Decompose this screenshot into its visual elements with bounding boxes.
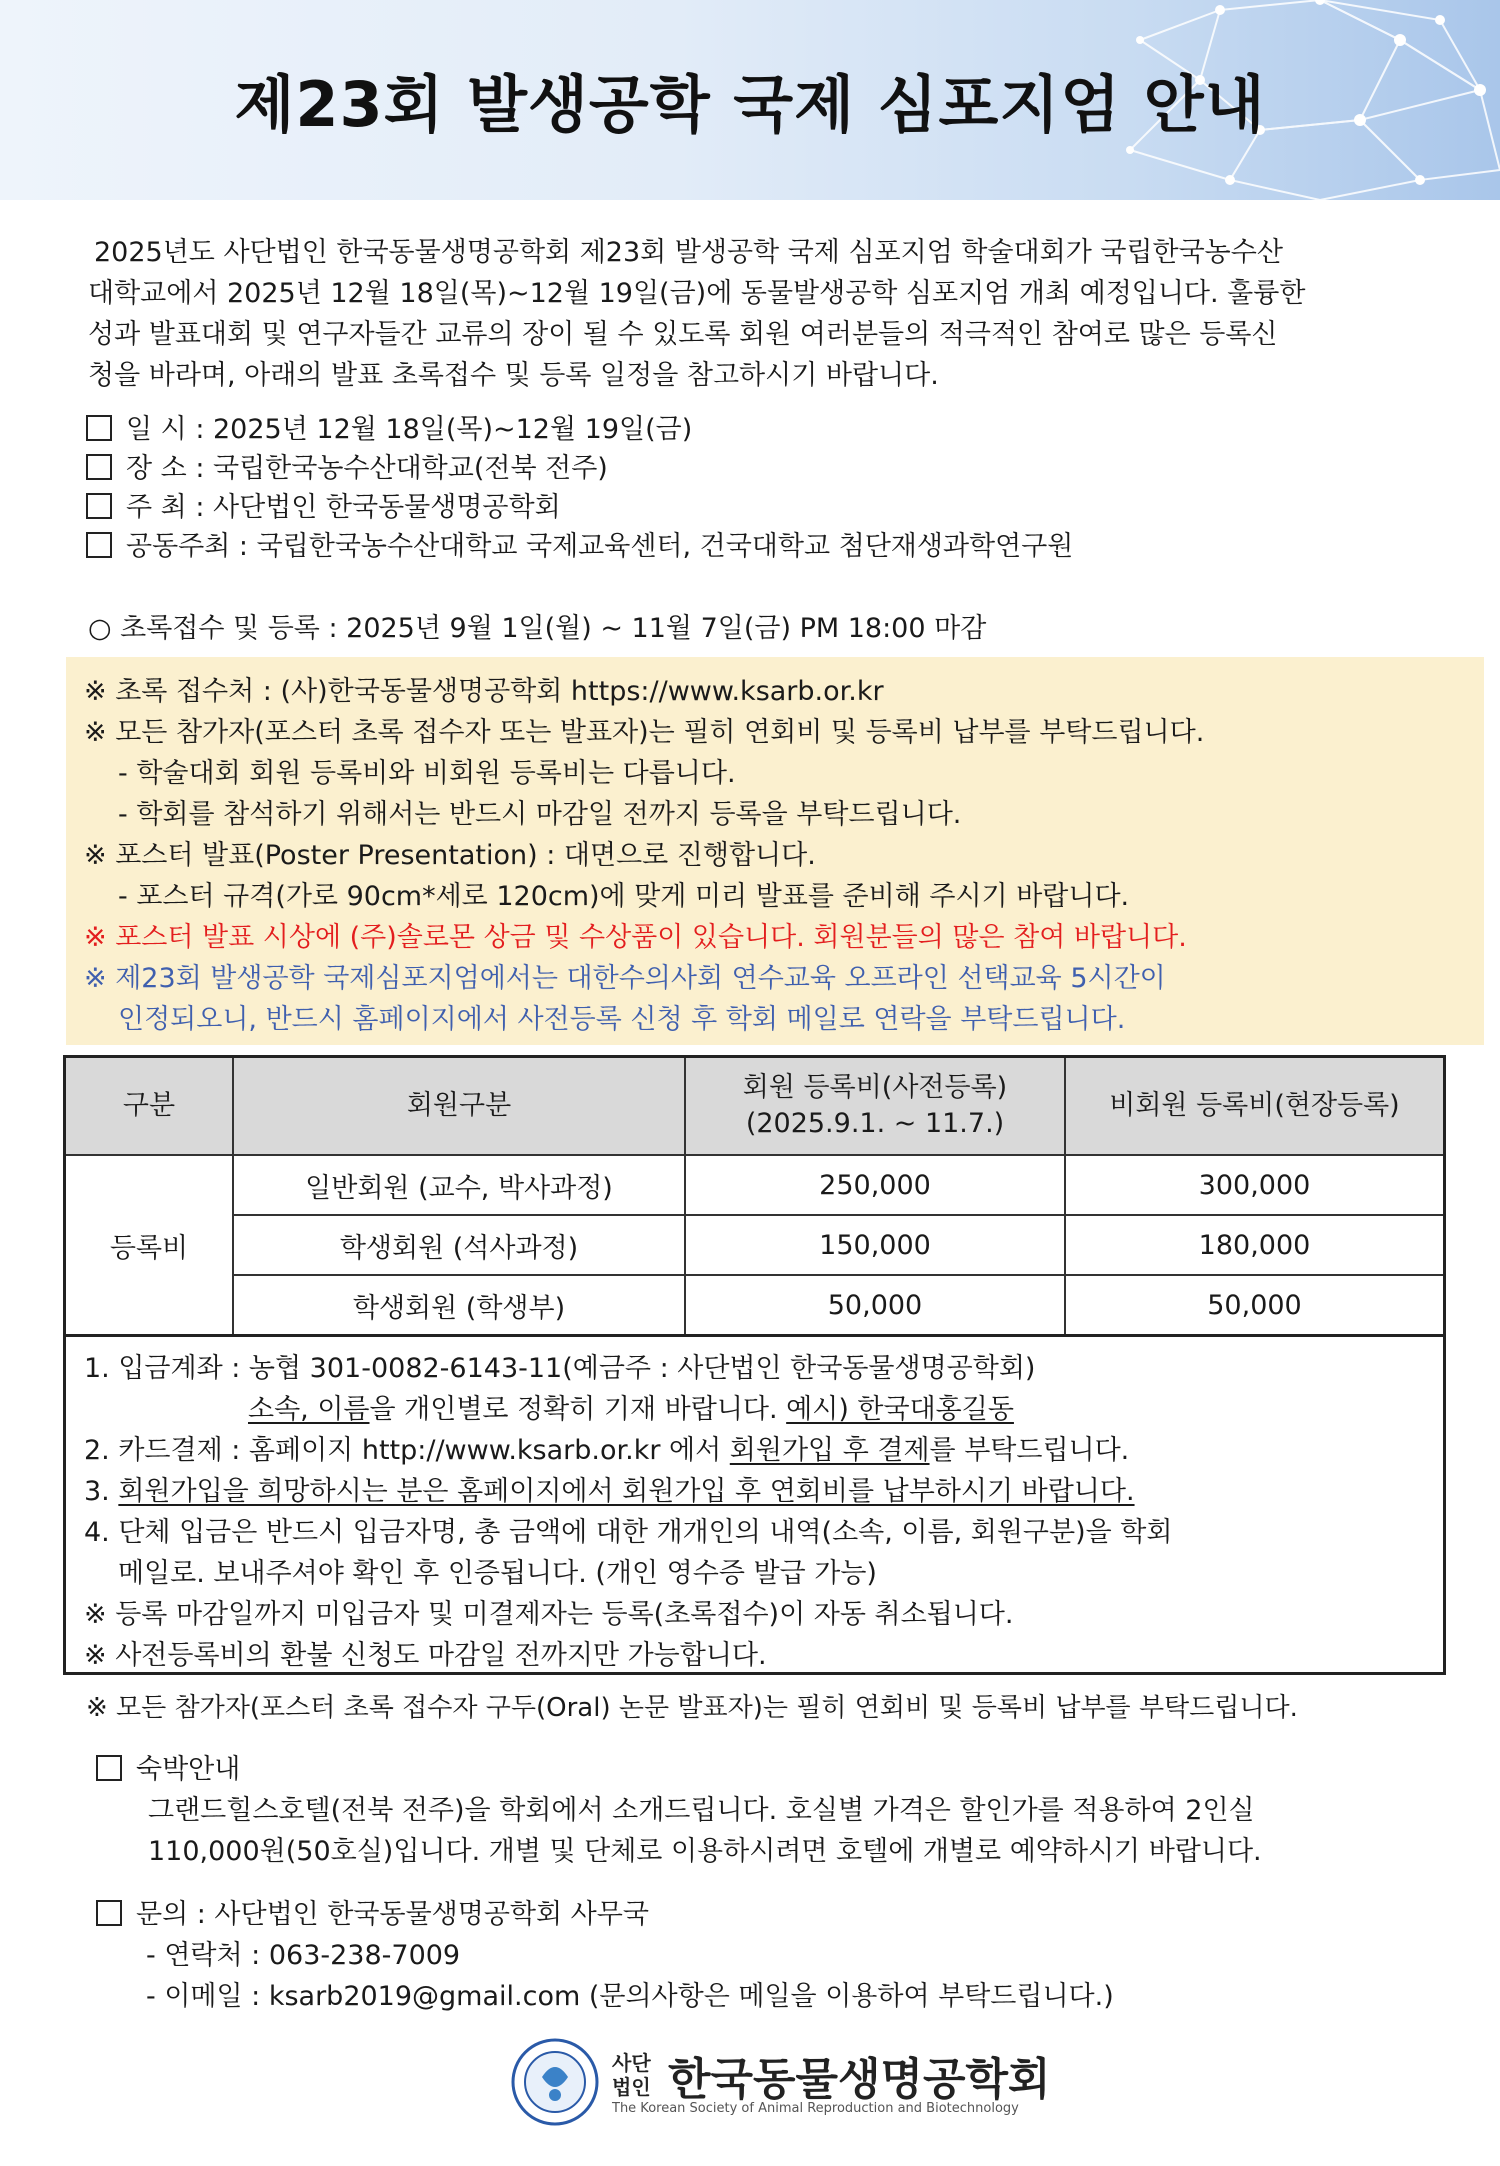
lodging-title [96, 1750, 240, 1790]
notice-line: - 학술대회 회원 등록비와 비회원 등록비는 다릅니다. [118, 758, 736, 789]
info-host [86, 488, 561, 528]
notice-line-credit: 인정되오니, 반드시 홈페이지에서 사전등록 신청 후 학회 메일로 연락을 부탁드립니다. [118, 1004, 1126, 1035]
notice-line-credit: ※ 제23회 발생공학 국제심포지엄에서는 대한수의사회 연수교육 오프라인 선택교육 5시간이 [84, 963, 1166, 994]
intro-line: 대학교에서 2025년 12월 18일(목)~12월 19일(금)에 동물발생공학 심포지엄 개최 예정입니다. 훌륭한 [88, 278, 1306, 309]
contact-title-text: 문의 : 사단법인 한국동물생명공학회 사무국 [136, 1899, 649, 1930]
checkbox-icon [86, 454, 112, 480]
society-seal-icon [510, 2037, 600, 2127]
group-label: 등록비 [65, 1155, 234, 1336]
payment-line [84, 1428, 1129, 1467]
info-cohost-text: 공동주최 : 국립한국농수산대학교 국제교육센터, 건국대학교 첨단재생과학연구원 [126, 531, 1074, 562]
notice-box [66, 657, 1484, 1045]
checkbox-icon [86, 415, 112, 441]
footer-logo [0, 2035, 1500, 2135]
notice-line-award: ※ 포스터 발표 시상에 (주)솔로몬 상금 및 수상품이 있습니다. 회원분들의 많은 참여 바랍니다. [84, 922, 1187, 953]
legal-prefix-line: 사단 [612, 2051, 651, 2075]
page-title: 제23회 발생공학 국제 심포지엄 안내 [234, 68, 1266, 141]
legal-prefix-line: 법인 [612, 2075, 651, 2099]
payment-line: 1. 입금계좌 : 농협 301-0082-6143-11(예금주 : 사단법인 한국동물생명공학회) [84, 1353, 1036, 1384]
intro-paragraph [88, 232, 1408, 396]
lodging-line: 그랜드힐스호텔(전북 전주)을 학회에서 소개드립니다. 호실별 가격은 할인가를 적용하여 2인실 [148, 1795, 1255, 1826]
registration-fee-table [63, 1055, 1446, 1337]
header-member-fee [685, 1057, 1065, 1156]
intro-line: 성과 발표대회 및 연구자들간 교류의 장이 될 수 있도록 회원 여러분들의 적극적인 참여로 많은 등록신 [88, 319, 1278, 350]
member-fee: 150,000 [685, 1215, 1065, 1275]
payment-line: ※ 사전등록비의 환불 신청도 마감일 전까지만 가능합니다. [84, 1640, 767, 1671]
info-date [86, 410, 692, 450]
society-name: 한국동물생명공학회 [668, 2054, 1051, 2105]
payment-underline: 회원가입을 희망하시는 분은 홈페이지에서 회원가입 후 연회비를 납부하시기 바랍니다. [118, 1476, 1135, 1507]
lodging-title-text: 숙박안내 [136, 1754, 241, 1785]
header-category: 구분 [65, 1057, 234, 1156]
table-row [65, 1155, 1445, 1215]
payment-text: 를 부탁드립니다. [929, 1435, 1130, 1466]
checkbox-icon [86, 493, 112, 519]
payment-underline: 예시) 한국대홍길동 [786, 1394, 1014, 1425]
notice-line: ※ 초록 접수처 : (사)한국동물생명공학회 https://www.ksarb.or.kr [84, 676, 884, 707]
checkbox-icon [86, 532, 112, 558]
payment-line: 4. 단체 입금은 반드시 입금자명, 총 금액에 대한 개개인의 내역(소속, 이름, 회원구분)을 학회 [84, 1517, 1173, 1548]
member-type: 일반회원 (교수, 박사과정) [233, 1155, 685, 1215]
checkbox-icon [96, 1755, 122, 1781]
table-row [65, 1275, 1445, 1336]
notice-line: ※ 포스터 발표(Poster Presentation) : 대면으로 진행합니다. [84, 840, 816, 871]
payment-text: 을 개인별로 정확히 기재 바랍니다. [369, 1394, 787, 1425]
header-member-type: 회원구분 [233, 1057, 685, 1156]
payment-info-box [63, 1336, 1446, 1675]
intro-line: 2025년도 사단법인 한국동물생명공학회 제23회 발생공학 국제 심포지엄 학술대회가 국립한국농수산 [94, 237, 1283, 268]
nonmember-fee: 300,000 [1065, 1155, 1445, 1215]
member-fee: 250,000 [685, 1155, 1065, 1215]
notice-line: - 학회를 참석하기 위해서는 반드시 마감일 전까지 등록을 부탁드립니다. [118, 799, 962, 830]
payment-line [84, 1469, 1135, 1508]
society-english-name: The Korean Society of Animal Reproduction and Biotechnology [612, 2101, 1019, 2116]
payment-text: 3. [84, 1476, 119, 1507]
checkbox-icon [96, 1900, 122, 1926]
payment-text: 2. 카드결제 : 홈페이지 http://www.ksarb.or.kr 에서 [84, 1435, 730, 1466]
info-host-text: 주 최 : 사단법인 한국동물생명공학회 [126, 492, 561, 523]
deadline-line: ○ 초록접수 및 등록 : 2025년 9월 1일(월) ~ 11월 7일(금) PM 18:00 마감 [88, 613, 987, 644]
header-nonmember-fee: 비회원 등록비(현장등록) [1065, 1057, 1445, 1156]
contact-phone: - 연락처 : 063-238-7009 [146, 1940, 461, 1971]
payment-line: ※ 등록 마감일까지 미입금자 및 미결제자는 등록(초록접수)이 자동 취소됩니다. [84, 1599, 1014, 1630]
member-type: 학생회원 (석사과정) [233, 1215, 685, 1275]
table-row [65, 1215, 1445, 1275]
contact-email: - 이메일 : ksarb2019@gmail.com (문의사항은 메일을 이용하여 부탁드립니다.) [146, 1981, 1114, 2012]
header-member-fee-period: (2025.9.1. ~ 11.7.) [745, 1108, 1005, 1139]
legal-prefix [612, 2051, 651, 2099]
all-participants-note: ※ 모든 참가자(포스터 초록 접수자 구두(Oral) 논문 발표자)는 필히 연회비 및 등록비 납부를 부탁드립니다. [86, 1693, 1298, 1723]
nonmember-fee: 180,000 [1065, 1215, 1445, 1275]
member-fee: 50,000 [685, 1275, 1065, 1336]
payment-underline: 회원가입 후 결제 [729, 1435, 930, 1466]
intro-line: 청을 바라며, 아래의 발표 초록접수 및 등록 일정을 참고하시기 바랍니다. [88, 360, 939, 391]
payment-underline: 소속, 이름 [248, 1394, 370, 1425]
info-cohost [86, 527, 1073, 567]
notice-line: - 포스터 규격(가로 90cm*세로 120cm)에 맞게 미리 발표를 준비해 주시기 바랍니다. [118, 881, 1130, 912]
contact-title [96, 1895, 649, 1935]
lodging-line: 110,000원(50호실)입니다. 개별 및 단체로 이용하시려면 호텔에 개별로 예약하시기 바랍니다. [148, 1836, 1262, 1867]
notice-line: ※ 모든 참가자(포스터 초록 접수자 또는 발표자)는 필히 연회비 및 등록비 납부를 부탁드립니다. [84, 717, 1205, 748]
info-place [86, 449, 608, 489]
info-date-text: 일 시 : 2025년 12월 18일(목)~12월 19일(금) [126, 414, 693, 445]
info-place-text: 장 소 : 국립한국농수산대학교(전북 전주) [126, 453, 608, 484]
payment-line: 메일로. 보내주셔야 확인 후 인증됩니다. (개인 영수증 발급 가능) [118, 1558, 877, 1589]
payment-line [248, 1387, 1014, 1426]
member-type: 학생회원 (학생부) [233, 1275, 685, 1336]
table-header-row [65, 1057, 1445, 1156]
nonmember-fee: 50,000 [1065, 1275, 1445, 1336]
header-member-fee-label: 회원 등록비(사전등록) [742, 1072, 1008, 1103]
